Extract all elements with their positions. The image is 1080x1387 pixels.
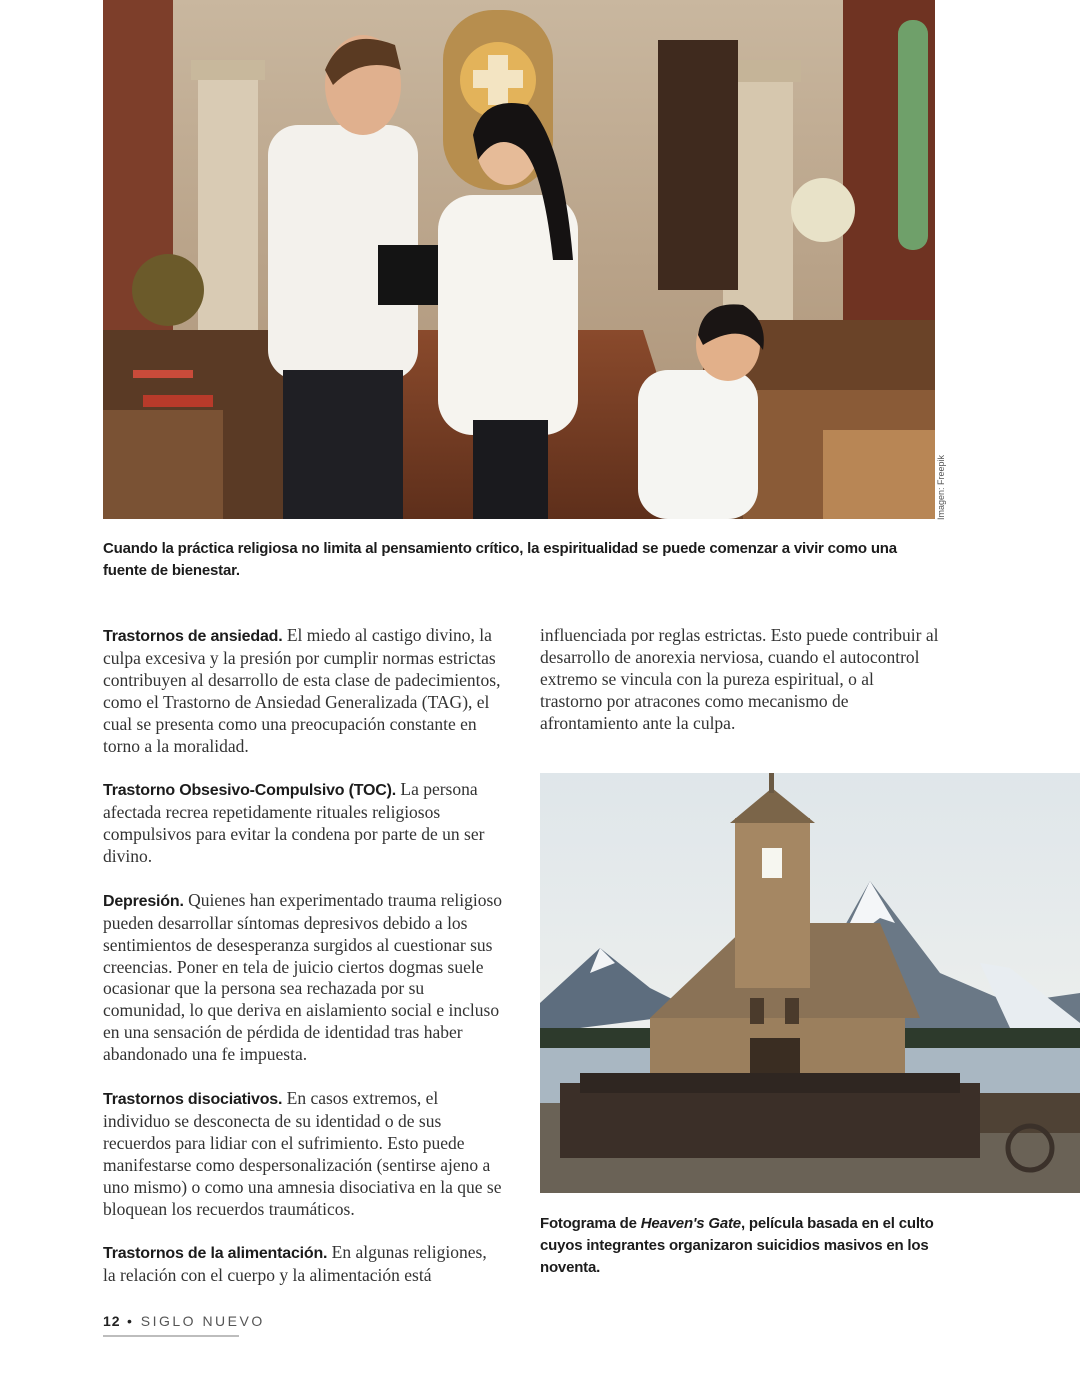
paragraph-lead: Trastornos disociativos. bbox=[103, 1090, 283, 1108]
church-family-photo bbox=[103, 0, 935, 519]
top-photo-caption: Cuando la práctica religiosa no limita al pensamiento crítico, la espiritualidad se puede comenzar a vivir como una fuente de bienestar. bbox=[103, 540, 897, 579]
paragraph-depression bbox=[103, 890, 503, 1066]
article-right-column bbox=[540, 625, 940, 756]
paragraph-lead: Trastornos de la alimentación. bbox=[103, 1245, 328, 1263]
paragraph-text: En algunas religiones, la relación con el cuerpo y la alimentación está bbox=[103, 1242, 487, 1286]
footer-separator: • bbox=[126, 1313, 135, 1329]
photo-credit: Imagen: Freepik bbox=[936, 454, 946, 520]
paragraph-lead: Trastorno Obsesivo-Compulsivo (TOC). bbox=[103, 782, 396, 800]
publication-name: SIGLO NUEVO bbox=[140, 1313, 265, 1329]
paragraph-text: La persona afectada recrea repetidamente rituales religiosos compulsivos para evitar la condena por parte de un ser divino. bbox=[103, 779, 485, 867]
paragraph-text: En casos extremos, el individuo se desconecta de su identidad o de sus recuerdos para lidiar con el sufrimiento. Esto puede manifestarse como despersonalización (sentirse ajeno a uno mismo) o como una amnesia disociativa en la que se bloquean los recuerdos traumáticos. bbox=[103, 1087, 502, 1219]
bottom-photo-caption bbox=[540, 1213, 940, 1279]
paragraph-eating bbox=[103, 1242, 503, 1287]
article-left-column bbox=[103, 625, 503, 1309]
paragraph-text: Quienes han experimentado trauma religioso pueden desarrollar síntomas depresivos debido a los sentimientos de desesperanza surgidos al cuestionar sus creencias. Poner en tela de juicio ciertos dogmas suele ocasionar que la persona sea rechazada por su comunidad, lo que deriva en aislamiento social e incluso en una sensación de pérdida de identidad tras haber abandonado una fe impuesta. bbox=[103, 889, 503, 1065]
film-title: Heaven's Gate bbox=[640, 1215, 741, 1232]
paragraph-continuation: influenciada por reglas estrictas. Esto puede contribuir al desarrollo de anorexia nerviosa, cuando el autocontrol extremo se vincula con la pureza espiritual, o al trastorno por atracones como mecanismo de afrontamiento ante la culpa. bbox=[540, 625, 939, 733]
caption-prefix: Fotograma de bbox=[540, 1215, 641, 1232]
paragraph-lead: Trastornos de ansiedad. bbox=[103, 628, 283, 645]
caption-suffix: , película basada en el culto cuyos integrantes organizaron suicidios masivos en los noventa. bbox=[540, 1215, 934, 1276]
paragraph-dissociative bbox=[103, 1088, 503, 1220]
heavens-gate-still bbox=[540, 773, 1080, 1193]
paragraph-anxiety bbox=[103, 625, 503, 757]
paragraph-ocd bbox=[103, 779, 503, 868]
paragraph-lead: Depresión. bbox=[103, 892, 184, 910]
page-number: 12 bbox=[103, 1313, 121, 1329]
paragraph-text: El miedo al castigo divino, la culpa excesiva y la presión por cumplir normas estrictas contribuyen al desarrollo de esta clase de padecimientos, como el Trastorno de Ansiedad Generalizada (TAG), el cual se presenta como una preocupación constante en torno a la moralidad. bbox=[103, 625, 501, 756]
page-footer bbox=[103, 1313, 265, 1337]
